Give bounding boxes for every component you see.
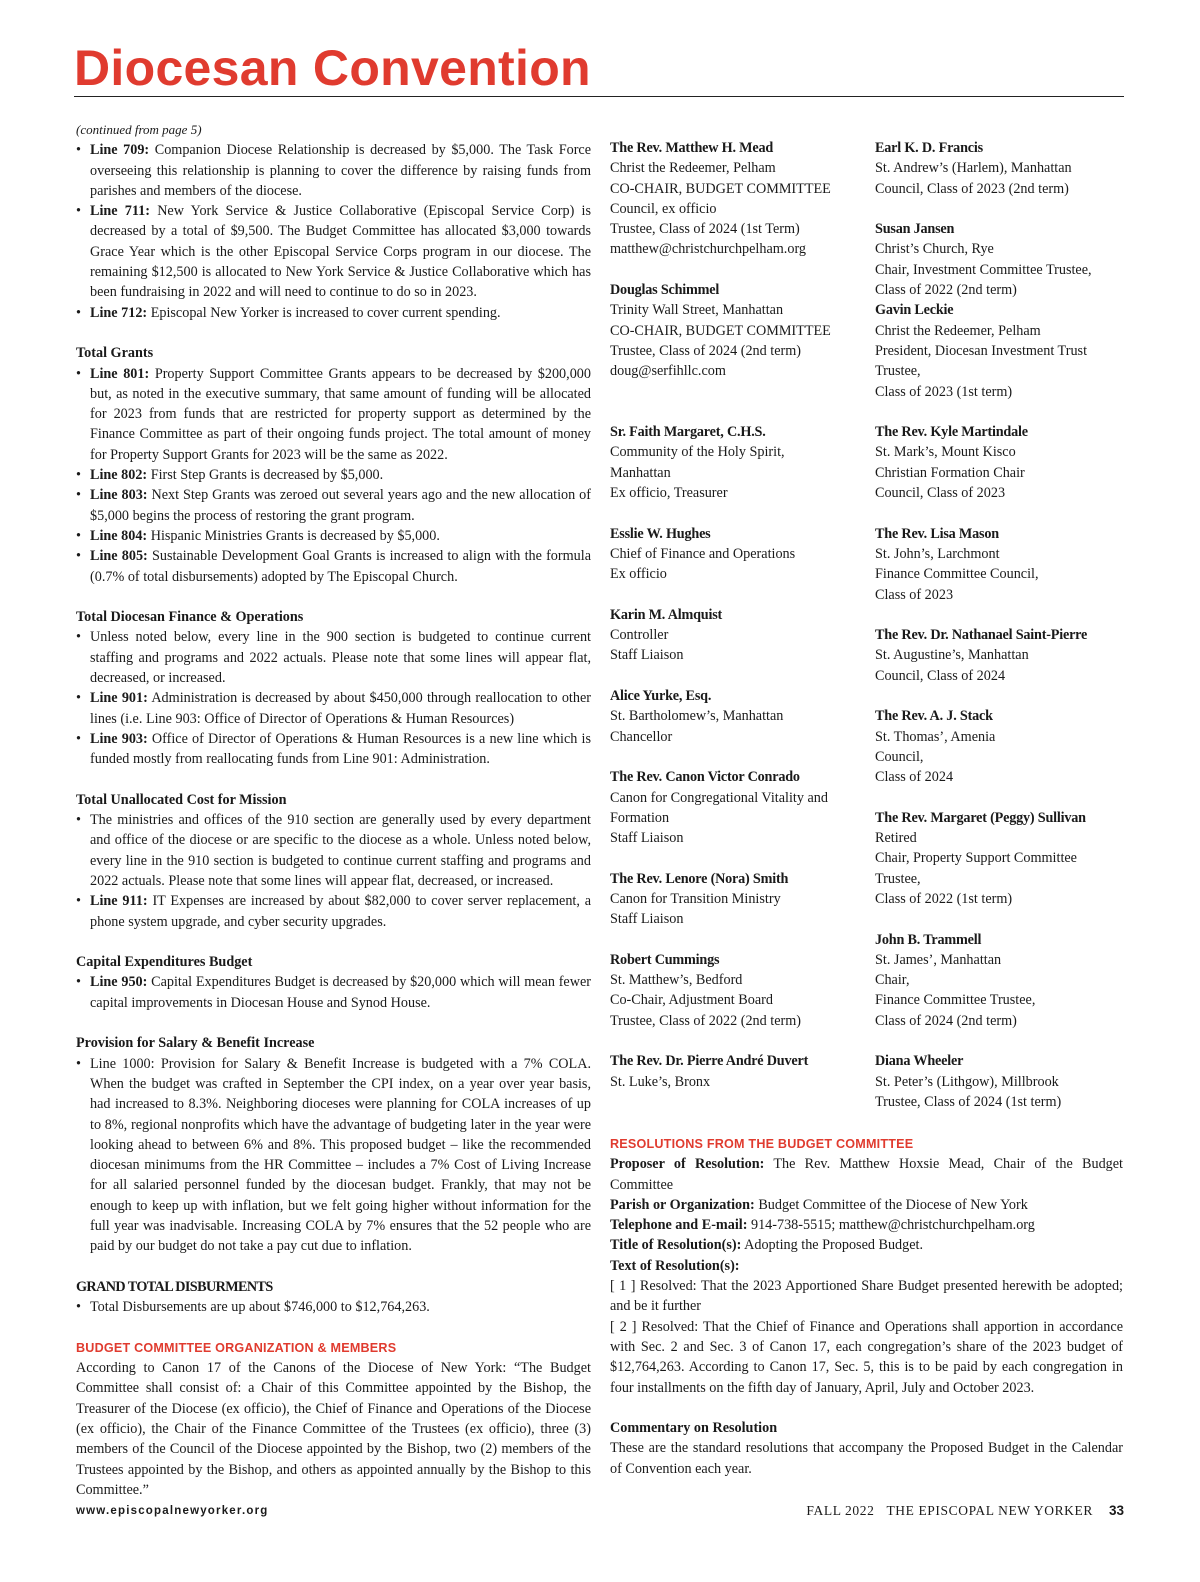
member-detail: Council, Class of 2023 (2nd term) — [875, 180, 1069, 197]
resolutions-heading: RESOLUTIONS FROM THE BUDGET COMMITTEE — [610, 1137, 914, 1151]
committee-member — [875, 1051, 1130, 1112]
footer-publication: THE EPISCOPAL NEW YORKER — [886, 1503, 1093, 1518]
member-detail: Chair, Investment Committee Trustee, — [875, 261, 1092, 278]
committee-member — [610, 950, 862, 1031]
list-item — [76, 1054, 591, 1257]
member-detail: Manhattan — [610, 464, 671, 481]
member-detail: Christ the Redeemer, Pelham — [875, 322, 1041, 339]
member-detail: CO-CHAIR, BUDGET COMMITTEE — [610, 322, 831, 339]
salary-heading: Provision for Salary & Benefit Increase — [76, 1035, 315, 1052]
committee-member — [875, 138, 1130, 199]
list-item — [76, 485, 591, 526]
list-item — [76, 627, 591, 688]
grand-total-list — [76, 1297, 591, 1317]
list-item — [76, 303, 591, 323]
committee-member — [875, 524, 1130, 605]
member-name: The Rev. A. J. Stack — [875, 708, 993, 725]
contact-row — [610, 1215, 1123, 1235]
footer-issue-info — [806, 1502, 1124, 1520]
list-item — [76, 891, 591, 932]
left-column — [76, 120, 591, 1500]
member-detail: St. Luke’s, Bronx — [610, 1073, 711, 1090]
line-label: Line 802: — [90, 467, 148, 484]
line-label: Line 903: — [90, 730, 148, 747]
member-detail: Community of the Holy Spirit, — [610, 444, 785, 461]
member-detail: Trustee, Class of 2022 (2nd term) — [610, 1012, 801, 1029]
member-detail: St. Matthew’s, Bedford — [610, 972, 743, 989]
title-value: Adopting the Proposed Budget. — [744, 1237, 924, 1254]
line-label: Line 711: — [90, 203, 150, 220]
member-detail: St. John’s, Larchmont — [875, 545, 1000, 562]
commentary-text: These are the standard resolutions that accompany the Proposed Budget in the Calendar of Convention each year. — [610, 1440, 1123, 1477]
committee-member — [610, 422, 862, 503]
line-text: New York Service & Justice Collaborative (Episcopal Service Corp) is decreased by a total of $9,500. The Budget Committee has allocated $3,000 towards Grace Year which is the other Episcopal Service Corps program in our diocese. The remaining $12,500 is allocated to New York Service & Justice Collaborative which has been fundraising in 2022 and will need to continue to do so in 2023. — [90, 203, 591, 301]
line-label: Line 712: — [90, 304, 148, 321]
proposer-row — [610, 1154, 1123, 1195]
line-text: Hispanic Ministries Grants is decreased by $5,000. — [150, 527, 440, 544]
list-item — [76, 729, 591, 770]
member-detail: Controller — [610, 627, 669, 644]
member-detail: St. Bartholomew’s, Manhattan — [610, 708, 784, 725]
line-label: Line 803: — [90, 487, 148, 504]
member-detail: St. Augustine’s, Manhattan — [875, 647, 1029, 664]
line-text: IT Expenses are increased by about $82,000 to cover server replacement, a phone system upgrade, and cyber security upgrades. — [90, 893, 592, 930]
member-detail: St. Andrew’s (Harlem), Manhattan — [875, 160, 1072, 177]
member-detail: doug@serfihllc.com — [610, 363, 726, 380]
member-detail: St. Thomas’, Amenia — [875, 728, 996, 745]
committee-member — [875, 808, 1130, 909]
member-detail: Council, Class of 2023 — [875, 485, 1006, 502]
line-label: Line 911: — [90, 893, 148, 910]
line-label: Line 901: — [90, 690, 148, 707]
member-detail: Trustee, Class of 2024 (1st term) — [875, 1093, 1062, 1110]
proposer-value: The Rev. Matthew Hoxsie Mead, Chair of the Budget Committee — [610, 1156, 1123, 1193]
member-name: The Rev. Matthew H. Mead — [610, 140, 774, 156]
list-item — [76, 140, 591, 201]
member-detail: Formation — [610, 809, 670, 826]
list-item — [76, 465, 591, 485]
list-item — [76, 972, 591, 1013]
member-detail: Council, — [875, 748, 924, 765]
member-detail: Canon for Congregational Vitality and — [610, 789, 828, 806]
line-label: Line 709: — [90, 142, 150, 159]
line-text: Sustainable Development Goal Grants is increased to align with the formula (0.7% of total disbursements) adopted by The Episcopal Church. — [90, 548, 591, 585]
committee-member — [610, 138, 862, 260]
member-detail: Trinity Wall Street, Manhattan — [610, 302, 784, 319]
committee-member — [875, 219, 1130, 300]
page-title: Diocesan Convention — [74, 40, 591, 96]
member-detail: St. Mark’s, Mount Kisco — [875, 444, 1016, 461]
commentary-heading: Commentary on Resolution — [610, 1420, 778, 1437]
member-name: Robert Cummings — [610, 951, 720, 968]
member-detail: Finance Committee Council, — [875, 566, 1039, 583]
member-detail: Chair, — [875, 972, 910, 989]
member-detail: Class of 2024 (2nd term) — [875, 1012, 1017, 1029]
member-detail: Trustee, Class of 2024 (1st Term) — [610, 221, 800, 238]
parish-label: Parish or Organization: — [610, 1196, 755, 1213]
members-column-left — [610, 138, 862, 1112]
member-detail: Co-Chair, Adjustment Board — [610, 992, 773, 1009]
resolved-1: [ 1 ] Resolved: That the 2023 Apportioned Share Budget presented herewith be adopted; and be it further — [610, 1278, 1123, 1315]
line-text: Total Disbursements are up about $746,000 to $12,764,263. — [90, 1299, 430, 1316]
member-name: The Rev. Kyle Martindale — [875, 424, 1028, 441]
member-detail: Class of 2024 — [875, 769, 954, 786]
proposer-label: Proposer of Resolution: — [610, 1156, 765, 1173]
grants-list — [76, 364, 591, 587]
line-text: Line 1000: Provision for Salary & Benefit Increase is budgeted with a 7% COLA. When the budget was crafted in September the CPI index, on a year over year basis, had increased to 8.3%. Neighboring dioceses were planning for COLA increases of up to 8%, regional nonprofits which have the advantage of budgeting later in the year were looking ahead to between 6% and 8%. This proposed budget – like the recommended diocesan minimums from the HR Committee – includes a 7% Cost of Living Increase for all salaried personnel funded by the diocesan budget. Frankly, that may not be enough to keep up with inflation, but we felt going higher without information for the full year was inadvisable. Increasing COLA by 7% ensures that the 52 people who are paid by our budget do not take a pay cut due to inflation. — [90, 1055, 591, 1255]
member-detail: President, Diocesan Investment Trust — [875, 342, 1088, 359]
line-text: Companion Diocese Relationship is decreased by $5,000. The Task Force overseeing this relationship is planning to cover the difference by raising funds from parishes and members of the diocese. — [90, 142, 592, 199]
member-name: The Rev. Margaret (Peggy) Sullivan — [875, 809, 1086, 826]
member-detail: Class of 2022 (1st term) — [875, 890, 1013, 907]
member-detail: Finance Committee Trustee, — [875, 992, 1036, 1009]
committee-member — [610, 869, 862, 930]
list-item — [76, 201, 591, 302]
salary-list — [76, 1054, 591, 1257]
line-text: First Step Grants is decreased by $5,000. — [150, 467, 384, 484]
member-name: Douglas Schimmel — [610, 282, 720, 299]
line-text: Episcopal New Yorker is increased to cover current spending. — [150, 304, 501, 321]
member-detail: Canon for Transition Ministry — [610, 890, 781, 907]
member-detail: Trustee, — [875, 363, 921, 380]
member-name: The Rev. Lenore (Nora) Smith — [610, 870, 789, 887]
committee-member — [875, 422, 1130, 503]
title-label: Title of Resolution(s): — [610, 1237, 742, 1254]
committee-member — [610, 1051, 862, 1092]
list-item — [76, 688, 591, 729]
member-detail: Trustee, Class of 2024 (2nd term) — [610, 342, 801, 359]
member-detail: Christ’s Church, Rye — [875, 241, 994, 258]
contact-label: Telephone and E-mail: — [610, 1217, 748, 1234]
line-text: The ministries and offices of the 910 section are generally used by every department and office of the diocese or are specific to the diocese as a whole. Unless noted below, every line in the 910 section is budgeted to continue current staffing and programs and 2022 actuals. Please note that some lines will appear flat, decreased, or increased. — [90, 812, 591, 889]
line-text: Office of Director of Operations & Human Resources is a new line which is funded mostly from reallocating funds from Line 901: Administration. — [90, 730, 591, 768]
continued-note: (continued from page 5) — [76, 122, 202, 137]
line-label: Line 950: — [90, 974, 148, 991]
committee-member — [610, 605, 862, 666]
finance-heading: Total Diocesan Finance & Operations — [76, 609, 304, 626]
committee-member — [610, 686, 862, 747]
member-name: Karin M. Almquist — [610, 606, 723, 623]
list-item — [76, 546, 591, 587]
member-detail: matthew@christchurchpelham.org — [610, 241, 806, 258]
title-row — [610, 1235, 1123, 1255]
member-detail: Class of 2022 (2nd term) — [875, 282, 1017, 299]
member-name: The Rev. Dr. Nathanael Saint-Pierre — [875, 627, 1088, 644]
member-detail: Ex officio, Treasurer — [610, 485, 728, 502]
line-text: Next Step Grants was zeroed out several years ago and the new allocation of $5,000 begins the process of restoring the grant program. — [90, 487, 591, 524]
member-name: Diana Wheeler — [875, 1053, 964, 1070]
masthead — [74, 40, 1124, 97]
member-detail: Council, Class of 2024 — [875, 667, 1006, 684]
member-detail: Chief of Finance and Operations — [610, 545, 796, 562]
member-name: The Rev. Dr. Pierre André Duvert — [610, 1053, 809, 1070]
member-detail: Class of 2023 — [875, 586, 954, 603]
list-item — [76, 526, 591, 546]
member-detail: Christian Formation Chair — [875, 464, 1025, 481]
member-name: Alice Yurke, Esq. — [610, 688, 712, 705]
member-detail: Christ the Redeemer, Pelham — [610, 160, 776, 177]
budget-lines-list — [76, 140, 591, 323]
members-column-right — [875, 138, 1130, 1133]
unallocated-list — [76, 810, 591, 932]
line-label: Line 805: — [90, 548, 148, 565]
line-text: Unless noted below, every line in the 900 section is budgeted to continue current staffing and programs and 2022 actuals. Please note that some lines will appear flat, decreased, or increased. — [90, 629, 591, 687]
text-label: Text of Resolution(s): — [610, 1257, 740, 1274]
finance-list — [76, 627, 591, 769]
page-number: 33 — [1108, 1503, 1124, 1518]
member-detail: Ex officio — [610, 566, 667, 583]
committee-member — [875, 625, 1130, 686]
capex-heading: Capital Expenditures Budget — [76, 954, 253, 971]
committee-member — [610, 280, 862, 381]
member-detail: Chair, Property Support Committee — [875, 850, 1077, 867]
list-item — [76, 364, 591, 465]
capex-list — [76, 972, 591, 1013]
member-name: The Rev. Canon Victor Conrado — [610, 769, 800, 786]
parish-value: Budget Committee of the Diocese of New York — [758, 1196, 1028, 1213]
member-name: John B. Trammell — [875, 931, 982, 948]
parish-row — [610, 1195, 1123, 1215]
member-name: The Rev. Lisa Mason — [875, 525, 999, 542]
org-text: According to Canon 17 of the Canons of the Diocese of New York: “The Budget Committee shall consist of: a Chair of this Committee appointed by the Bishop, the Treasurer of the Diocese (ex officio), the Chief of Finance and Operations of the Diocese (ex officio), the Chair of the Finance Committee of the Trustees (ex officio), three (3) members of the Council of the Diocese appointed by the Bishop, two (2) members of the Trustees appointed by the Bishop, and others as appointed annually by the Bishop to this Committee.” — [76, 1360, 591, 1498]
committee-member — [610, 524, 862, 585]
committee-member — [875, 930, 1130, 1031]
member-detail: Staff Liaison — [610, 647, 684, 664]
line-text: Administration is decreased by about $450,000 through reallocation to other lines (i.e. Line 903: Office of Director of Operations & Human Resources) — [90, 690, 591, 727]
committee-member — [875, 706, 1130, 787]
contact-value: 914-738-5515; matthew@christchurchpelham.org — [750, 1217, 1035, 1234]
member-name: Esslie W. Hughes — [610, 525, 711, 542]
member-detail: CO-CHAIR, BUDGET COMMITTEE — [610, 180, 831, 197]
line-label: Line 801: — [90, 365, 150, 382]
member-detail: Staff Liaison — [610, 911, 684, 928]
org-heading: BUDGET COMMITTEE ORGANIZATION & MEMBERS — [76, 1340, 397, 1355]
member-name: Earl K. D. Francis — [875, 140, 983, 156]
member-detail: St. James’, Manhattan — [875, 951, 1002, 968]
list-item — [76, 810, 591, 891]
footer-issue: FALL 2022 — [806, 1503, 875, 1518]
member-detail: St. Peter’s (Lithgow), Millbrook — [875, 1073, 1059, 1090]
member-detail: Trustee, — [875, 870, 921, 887]
unallocated-heading: Total Unallocated Cost for Mission — [76, 791, 287, 808]
line-text: Property Support Committee Grants appears to be decreased by $200,000 but, as noted in the executive summary, that same amount of funding will be allocated for 2023 from funds that are restricted for property support as determined by the Finance Committee as part of their ongoing funds project. The total amount of money for Property Support Grants for 2023 will be the same as 2022. — [90, 365, 591, 463]
committee-member — [610, 767, 862, 848]
member-detail: Council, ex officio — [610, 200, 717, 217]
committee-member — [875, 300, 1130, 401]
member-detail: Staff Liaison — [610, 830, 684, 847]
member-detail: Class of 2023 (1st term) — [875, 383, 1013, 400]
member-name: Sr. Faith Margaret, C.H.S. — [610, 424, 766, 441]
list-item — [76, 1297, 591, 1317]
member-name: Gavin Leckie — [875, 302, 954, 319]
footer-website: www.episcopalnewyorker.org — [76, 1505, 269, 1517]
member-detail: Chancellor — [610, 728, 673, 745]
line-text: Capital Expenditures Budget is decreased by $20,000 which will mean fewer capital improvements in Diocesan House and Synod House. — [90, 974, 591, 1011]
line-label: Line 804: — [90, 527, 148, 544]
member-detail: Retired — [875, 830, 917, 847]
resolved-2: [ 2 ] Resolved: That the Chief of Finance and Operations shall apportion in accordance with Sec. 2 and Sec. 3 of Canon 17, each congregation’s share of the 2023 budget of $12,764,263. According to Canon 17, Sec. 5, this is to be paid by each congregation in four installments on the fifth day of January, April, July and October 2023. — [610, 1318, 1123, 1396]
resolutions-section — [610, 1134, 1123, 1479]
grants-heading: Total Grants — [76, 345, 154, 362]
member-name: Susan Jansen — [875, 221, 955, 238]
grand-total-heading: GRAND TOTAL DISBURMENTS — [76, 1278, 273, 1295]
